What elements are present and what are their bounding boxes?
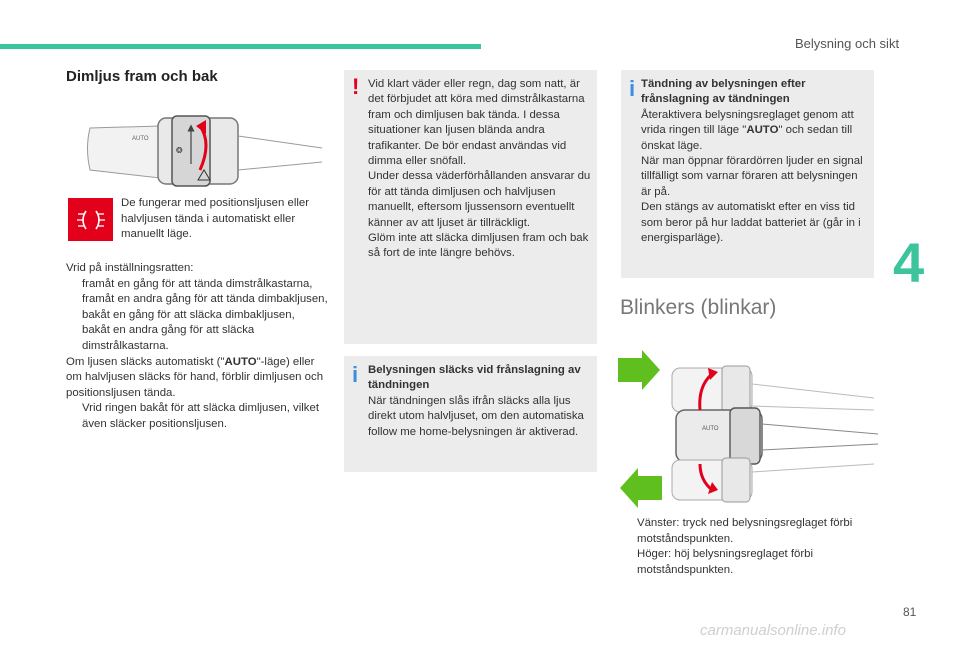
blinker-instructions (621, 516, 876, 578)
info-text-lights-off (368, 363, 593, 440)
section-title: Belysning och sikt (795, 36, 900, 51)
fog-bullet-5 (66, 401, 328, 432)
warning-paragraph: Under dessa väderförhållanden ansvarar du för att tända dimljusen och halvljusen manuellt, eftersom ljussensorn eventuellt känner av att ljuset är tillräckligt. (368, 170, 591, 229)
fog-bullet-1 (66, 277, 328, 293)
warning-exclamation-icon: ! (352, 74, 360, 99)
blinker-stalk-illustration (612, 346, 887, 516)
fog-light-warning-icon (68, 198, 113, 241)
watermark: carmanualsonline.info (700, 622, 846, 639)
blinker-bullet-text: Vänster: tryck ned belysningsreglaget förbi motståndspunkten. (637, 517, 853, 545)
stalk-auto-label: AUTO (702, 426, 719, 432)
info-icon: i (629, 76, 636, 101)
fog-bullet-text: bakåt en gång för att släcka dimbakljusen, (82, 308, 295, 321)
blinker-bullet-left (621, 516, 876, 547)
auto-keyword: AUTO (746, 124, 779, 137)
fog-bullet-3 (66, 308, 328, 324)
header-accent-bar (0, 44, 481, 49)
fog-light-stalk-illustration (80, 108, 325, 194)
fog-bullet-text: framåt en gång för att tända dimstrålkastarna, (82, 277, 313, 290)
fog-auto-paragraph: Om ljusen släcks automatiskt ("AUTO"-läge) eller om halvljusen släcks för hand, förblir dimljusen och positionsljusen tända. (66, 355, 324, 399)
info-title: Tändning av belysningen efter frånslagning av tändningen (641, 78, 806, 106)
fog-lights-heading: Dimljus fram och bak (66, 68, 218, 85)
svg-text:❂: ❂ (176, 146, 183, 155)
fog-instructions (66, 261, 328, 433)
info-body: När tändningen slås ifrån släcks alla ljus direkt utom halvljuset, om den automatiska follow me home-belysningen är aktiverad. (368, 394, 584, 438)
info-title: Belysningen släcks vid frånslagning av tändningen (368, 364, 581, 392)
blinker-bullet-right (621, 547, 876, 578)
fog-bullet-text: bakåt en andra gång för att släcka dimstrålkastarna. (82, 324, 255, 352)
blinker-bullet-text: Höger: höj belysningsreglaget förbi motståndspunkten. (637, 548, 814, 576)
info-body: Återaktivera belysningsreglaget genom att vrida ringen till läge "AUTO" och sedan till önskat läge. (641, 108, 854, 152)
fog-intro: Vrid på inställningsratten: (66, 262, 194, 274)
info-body: När man öppnar förardörren ljuder en signal tillfälligt som varnar föraren att belysningen är på. (641, 155, 863, 198)
warning-paragraph: Glöm inte att släcka dimljusen fram och bak så fort de inte längre behövs. (368, 232, 589, 260)
page-number: 81 (903, 605, 917, 619)
fog-bullet-text: framåt en andra gång för att tända dimbakljusen, (82, 293, 328, 306)
blinkers-heading: Blinkers (blinkar) (620, 296, 777, 319)
stalk-auto-label: AUTO (132, 136, 149, 142)
fog-icon-note: De fungerar med positionsljusen eller halvljusen tända i automatiskt eller manuellt läge. (121, 197, 310, 241)
warning-panel (344, 70, 597, 344)
info-text-lights-on (641, 77, 870, 246)
fog-bullet-4 (66, 323, 328, 354)
left-arrow-icon (620, 468, 662, 508)
info-panel-lights-off (344, 356, 597, 472)
info-icon: i (352, 362, 359, 387)
fog-bullet-text: Vrid ringen bakåt för att släcka dimljusen, vilket även släcker positionsljusen. (82, 402, 319, 430)
warning-text (368, 77, 591, 262)
info-body: Den stängs av automatiskt efter en viss tid som beror på hur laddat batteriet är (går in i energisparläge). (641, 201, 861, 245)
chapter-number: 4 (893, 231, 925, 294)
fog-bullet-2 (66, 292, 328, 308)
right-arrow-icon (618, 350, 660, 390)
info-panel-lights-on (621, 70, 874, 278)
auto-keyword: AUTO (224, 355, 257, 368)
warning-paragraph: Vid klart väder eller regn, dag som natt, är det förbjudet att köra med dimstrålkastarna fram och dimljusen bak tända. I dessa situationer kan ljusen blända andra trafikanter. De bör endast användas vid dimma eller snöfall. (368, 78, 585, 168)
